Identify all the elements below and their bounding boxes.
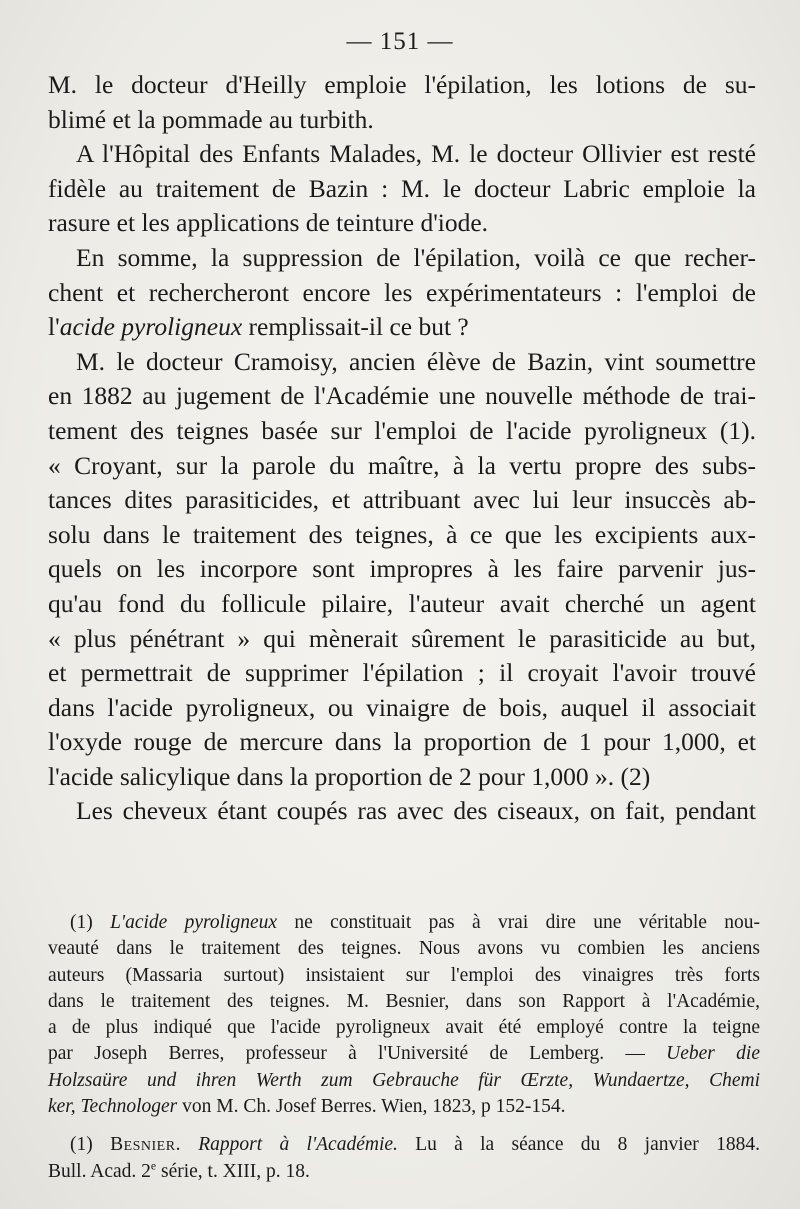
italic-term: L'acide pyroligneux — [110, 912, 278, 933]
text-fragment: remplissait-il ce but ? — [242, 312, 469, 342]
text-line: quels on les incorpore sont impropres à les faire parvenir jus- — [48, 554, 756, 584]
text-line: qu'au fond du follicule pilaire, l'auteur avait cherché un agent — [48, 588, 756, 618]
italic-title: ker, Technologer — [48, 1096, 178, 1118]
footnote-line — [48, 910, 760, 936]
italic-term: acide pyroligneux — [59, 312, 243, 342]
text-line: M. le docteur d'Heilly emploie l'épilation, les lotions de su- — [48, 70, 756, 99]
text-line: solu dans le traitement des teignes, à ce que les excipients aux- — [48, 519, 756, 549]
footnotes — [48, 910, 760, 1185]
text-line: blimé et la pommade au turbith. — [48, 104, 374, 134]
text-line: « Croyant, sur la parole du maître, à la vertu propre des subs- — [48, 450, 756, 480]
footnote-line: a de plus indiqué que l'acide pyroligneux avait été employé contre la teigne — [48, 1017, 760, 1039]
text-line: en 1882 au jugement de l'Académie une nouvelle méthode de trai- — [48, 381, 756, 411]
footnote-line — [48, 1132, 760, 1158]
footnote-marker: (1) — [70, 912, 111, 933]
text-fragment: Lu à la séance du 8 janvier 1884. — [397, 1134, 760, 1156]
footnote-line — [48, 1068, 760, 1094]
body-text — [48, 68, 756, 829]
footnote-spacer — [48, 1120, 760, 1132]
text-line: tances dites parasiticides, et attribuant avec lui leur insuccès ab- — [48, 485, 756, 515]
footnote-line — [48, 1159, 760, 1185]
text-line: fidèle au traitement de Bazin : M. le docteur Labric emploie la — [48, 173, 756, 203]
text-line: l'acide salicylique dans la proportion de 2 pour 1,000 ». (2) — [48, 761, 651, 791]
text-fragment: l' — [48, 312, 60, 342]
footnote-line: veauté dans le traitement des teignes. Nous avons vu combien les anciens — [48, 938, 760, 960]
text-fragment: von M. Ch. Josef Berres. Wien, 1823, p 152-154. — [177, 1096, 566, 1118]
footnote-line: dans le traitement des teignes. M. Besnier, dans son Rapport à l'Académie, — [48, 990, 760, 1012]
text-line: Les cheveux étant coupés ras avec des ciseaux, on fait, pendant — [76, 796, 756, 826]
text-line: A l'Hôpital des Enfants Malades, M. le docteur Ollivier est resté — [76, 139, 756, 169]
footnote-line — [48, 1094, 760, 1120]
text-line: M. le docteur Cramoisy, ancien élève de Bazin, vint soumettre — [76, 346, 756, 376]
text-fragment: série, t. XIII, p. 18. — [156, 1160, 310, 1182]
text-line: tement des teignes basée sur l'emploi de l'acide pyroligneux (1). — [48, 415, 756, 445]
text-fragment: Bull. Acad. 2 — [48, 1160, 151, 1182]
text-line: l'oxyde rouge de mercure dans la proportion de 1 pour 1,000, et — [48, 727, 756, 757]
footnote-line — [48, 1041, 760, 1067]
text-line: En somme, la suppression de l'épilation, voilà ce que recher- — [76, 242, 756, 272]
footnote-line: auteurs (Massaria surtout) insistaient sur l'emploi des vinaigres très forts — [48, 964, 760, 986]
text-fragment: par Joseph Berres, professeur à l'Université de Lemberg. — — [48, 1043, 667, 1065]
author-name: Besnier. — [110, 1134, 181, 1156]
text-line: « plus pénétrant » qui mènerait sûrement le parasiticide au but, — [48, 623, 756, 653]
italic-title: Ueber die — [666, 1043, 760, 1065]
page-number: — 151 — — [346, 28, 454, 55]
text-line — [48, 310, 756, 345]
italic-title: Holzsaüre und ihren Werth zum Gebrauche für Œrzte, Wundaertze, Chemi — [48, 1069, 760, 1091]
text-line: chent et rechercheront encore les expérimentateurs : l'emploi de — [48, 277, 756, 307]
superscript: e — [150, 1159, 157, 1173]
text-fragment: ne constituait pas à vrai dire une véritable nou- — [277, 912, 760, 933]
text-line: rasure et les applications de teinture d'iode. — [48, 208, 489, 238]
text-line: et permettrait de supprimer l'épilation ; il croyait l'avoir trouvé — [48, 658, 756, 688]
text-line: dans l'acide pyroligneux, ou vinaigre de bois, auquel il associait — [48, 692, 756, 722]
footnote-marker: (1) — [70, 1134, 111, 1156]
italic-title: Rapport à l'Académie. — [180, 1134, 398, 1156]
